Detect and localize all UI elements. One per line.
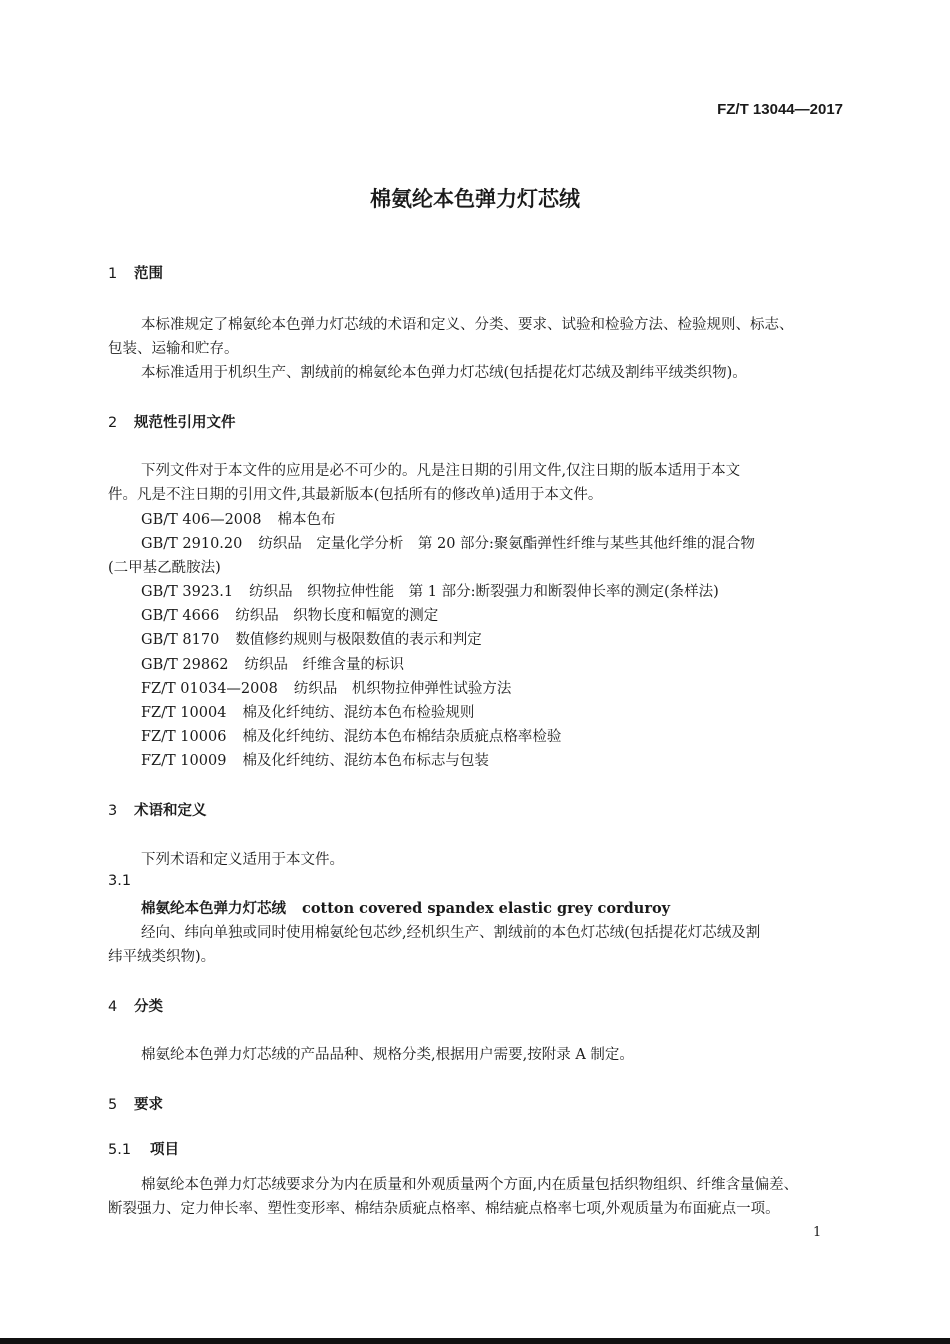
reference-title: 棉及化纤纯纺、混纺本色布棉结杂质疵点格率检验: [242, 729, 562, 745]
reference-code: FZ/T 10009: [141, 753, 227, 769]
reference-title: 纺织品 纤维含量的标识: [244, 657, 405, 673]
section-title: 要求: [134, 1097, 163, 1113]
section-heading-1: [108, 262, 163, 283]
subsection-number: 5.1: [108, 1142, 132, 1158]
reference-title: 纺织品 织物拉伸性能 第 1 部分:断裂强力和断裂伸长率的测定(条样法): [249, 584, 719, 600]
reference-code: GB/T 8170: [141, 632, 220, 648]
reference-item: [141, 580, 719, 601]
subsection-heading-5-1: [108, 1138, 179, 1159]
reference-title: 纺织品 定量化学分析 第 20 部分:聚氨酯弹性纤维与某些其他纤维的混合物: [258, 536, 755, 552]
reference-item: [141, 628, 482, 649]
section-title: 术语和定义: [134, 803, 207, 819]
paragraph-line: 包装、运输和贮存。: [108, 341, 239, 357]
reference-code: GB/T 29862: [141, 657, 229, 673]
reference-title: 棉及化纤纯纺、混纺本色布标志与包装: [242, 753, 489, 769]
paragraph-line: 棉氨纶本色弹力灯芯绒的产品品种、规格分类,根据用户需要,按附录 A 制定。: [141, 1047, 634, 1063]
paragraph-line: 下列术语和定义适用于本文件。: [141, 852, 344, 868]
reference-item: [141, 604, 438, 625]
reference-title: 棉及化纤纯纺、混纺本色布检验规则: [242, 705, 475, 721]
subsection-title: 项目: [150, 1142, 179, 1158]
reference-title: 纺织品 织物长度和幅宽的测定: [235, 608, 439, 624]
reference-item: [141, 508, 335, 529]
reference-item: [141, 653, 404, 674]
reference-code: GB/T 406—2008: [141, 512, 262, 528]
reference-code: FZ/T 10006: [141, 729, 227, 745]
reference-item: [141, 677, 511, 698]
paragraph-line: 件。凡是不注日期的引用文件,其最新版本(包括所有的修改单)适用于本文件。: [108, 487, 603, 503]
section-number: 5: [108, 1097, 118, 1113]
section-number: 2: [108, 415, 118, 431]
section-number: 4: [108, 999, 118, 1015]
reference-title-continued: (二甲基乙酰胺法): [108, 560, 221, 576]
document-title: 棉氨纶本色弹力灯芯绒: [370, 187, 580, 211]
paragraph-line: 本标准适用于机织生产、割绒前的棉氨纶本色弹力灯芯绒(包括提花灯芯绒及割纬平绒类织物)。: [141, 365, 747, 381]
paragraph-line: 本标准规定了棉氨纶本色弹力灯芯绒的术语和定义、分类、要求、试验和检验方法、检验规则、标志、: [141, 317, 794, 333]
reference-code: GB/T 4666: [141, 608, 220, 624]
section-title: 范围: [134, 266, 163, 282]
section-number: 3: [108, 803, 118, 819]
page-number: 1: [813, 1225, 822, 1240]
term-number: 3.1: [108, 873, 132, 889]
reference-code: GB/T 2910.20: [141, 536, 243, 552]
section-number: 1: [108, 266, 118, 282]
reference-title: 数值修约规则与极限数值的表示和判定: [235, 632, 482, 648]
section-title: 规范性引用文件: [134, 415, 236, 431]
section-heading-4: [108, 995, 163, 1016]
reference-item: [141, 532, 755, 553]
paragraph-line: 经向、纬向单独或同时使用棉氨纶包芯纱,经机织生产、割绒前的本色灯芯绒(包括提花灯芯绒及割: [141, 925, 761, 941]
paragraph-line: 下列文件对于本文件的应用是必不可少的。凡是注日期的引用文件,仅注日期的版本适用于本文: [141, 463, 741, 479]
reference-title: 棉本色布: [277, 512, 336, 528]
reference-code: FZ/T 01034—2008: [141, 681, 278, 697]
standard-number: FZ/T 13044—2017: [717, 101, 843, 118]
reference-item: [141, 725, 561, 746]
page-bottom-edge: [0, 1338, 950, 1344]
reference-title: 纺织品 机织物拉伸弹性试验方法: [293, 681, 512, 697]
reference-item: [141, 701, 474, 722]
reference-item: [141, 749, 489, 770]
paragraph-line: 断裂强力、定力伸长率、塑性变形率、棉结杂质疵点格率、棉结疵点格率七项,外观质量为布面疵点一项。: [108, 1201, 780, 1217]
reference-code: FZ/T 10004: [141, 705, 227, 721]
term-chinese: 棉氨纶本色弹力灯芯绒: [141, 901, 286, 917]
section-heading-2: [108, 411, 236, 432]
section-heading-5: [108, 1093, 163, 1114]
section-heading-3: [108, 799, 207, 820]
paragraph-line: 纬平绒类织物)。: [108, 949, 216, 965]
term-english: cotton covered spandex elastic grey corduroy: [302, 900, 671, 917]
reference-code: GB/T 3923.1: [141, 584, 234, 600]
paragraph-line: 棉氨纶本色弹力灯芯绒要求分为内在质量和外观质量两个方面,内在质量包括织物组织、纤维含量偏差、: [141, 1177, 799, 1193]
section-title: 分类: [134, 999, 163, 1015]
term-entry: [141, 897, 670, 918]
